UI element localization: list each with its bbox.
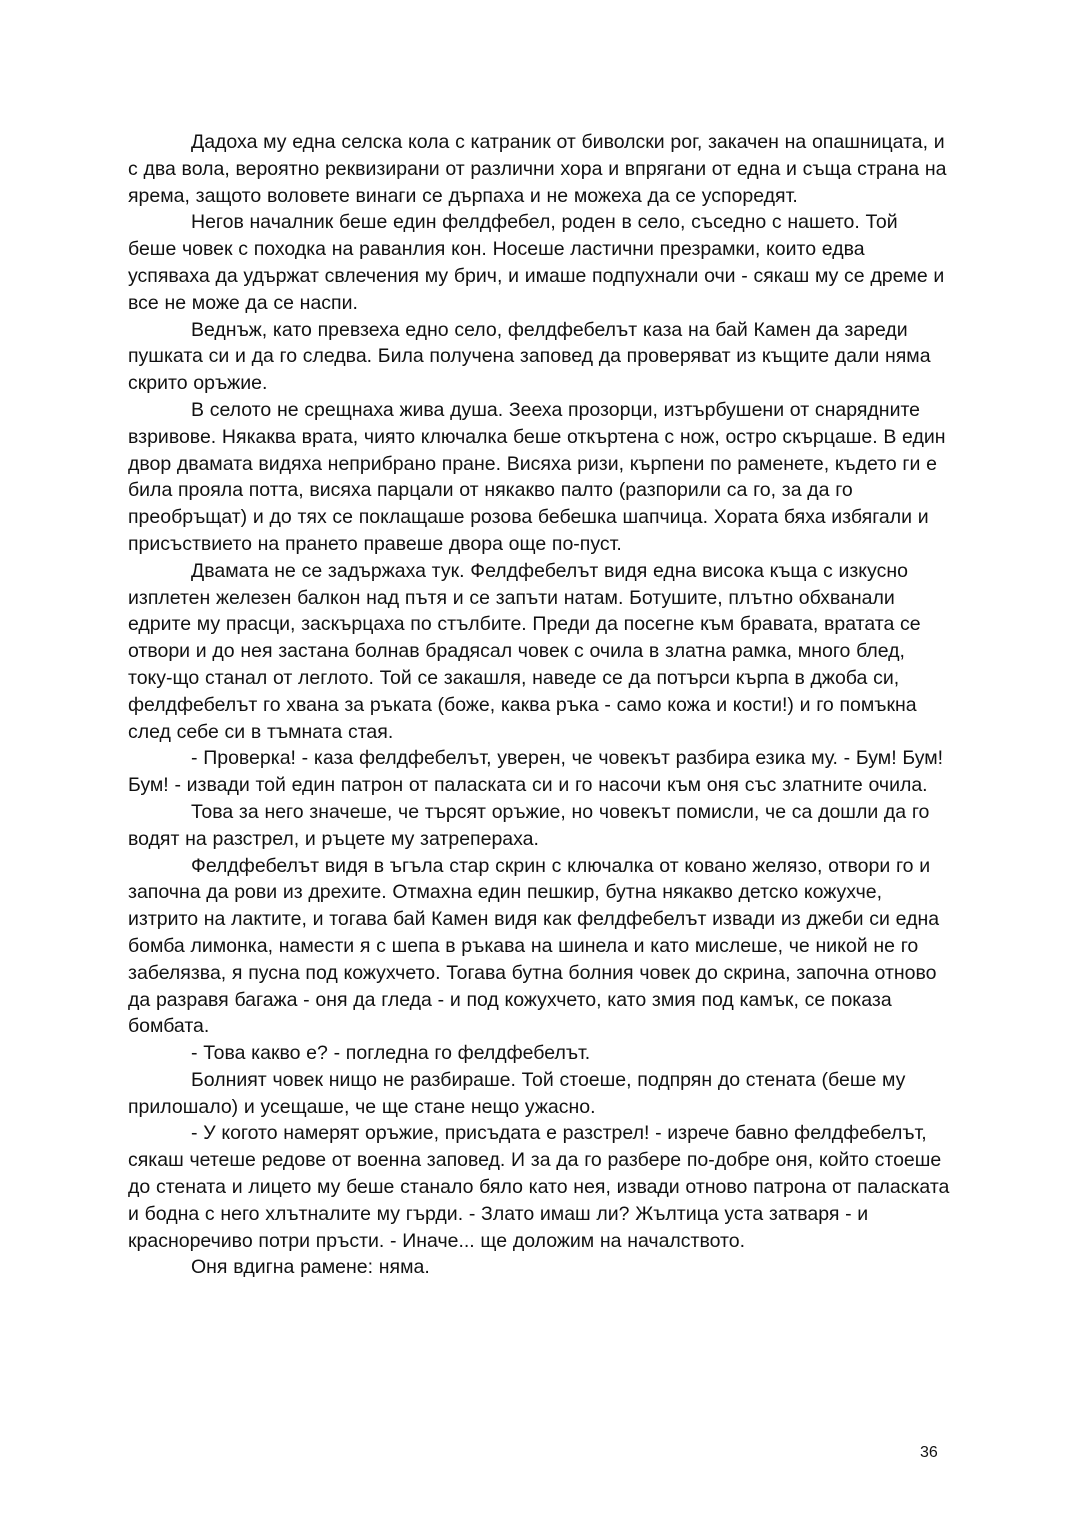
paragraph: Дадоха му една селска кола с катраник от биволски рог, закачен на опашницата, и с два вола, вероятно реквизирани от различни хора и впрягани от една и съща страна на ярема, защото воловете винаги се дърпаха и не можеха да се успоредят. [128, 131, 947, 207]
paragraph: Фелдфебелът видя в ъгъла стар скрин с ключалка от ковано желязо, отвори го и започна да рови из дрехите. Отмахна един пешкир, бутна някакво детско кожухче, изтрито на лактите, и тогава бай Камен видя как фелдфебелът извади из джеби си една бомба лимонка, намести я с шепа в ръкава на шинела и като мислеше, че никой не го забелязва, я пусна под кожухчето. Тогава бутна болния човек до скрина, започна отново да разравя багажа - оня да гледа - и под кожухчето, като змия под камък, се показа бомбата. [128, 854, 940, 1038]
page-number: 36 [920, 1444, 938, 1461]
paragraph: В селото не срещнаха жива душа. Зееха прозорци, изтърбушени от снарядните взривове. Някаква врата, чиято ключалка беше откъртена с нож, остро скърцаше. В един двор двамата видяха неприбрано пране. Висяха ризи, кърпени по раменете, където ги е била прояла потта, висяха парцали от някакво палто (разпорили са го, за да го преобръщат) и до тях се поклащаше розова бебешка шапчица. Хората бяха избягали и присъствието на прането правеше двора още по-пуст. [128, 398, 946, 555]
paragraph: Негов началник беше един фелдфебел, роден в село, съседно с нашето. Той беше човек с походка на раванлия кон. Носеше ластични презрамки, които едва успяваха да удържат свлечения му брич, и имаше подпухнали очи - сякаш му се дреме и все не може да се наспи. [128, 211, 945, 314]
paragraph: - Това какво е? - погледна го фелдфебелът. [191, 1042, 591, 1065]
paragraph: Оня вдигна рамене: няма. [191, 1256, 430, 1279]
paragraph: Болният човек нищо не разбираше. Той стоеше, подпрян до стената (беше му прилошало) и усещаше, че ще стане нещо ужасно. [128, 1068, 906, 1118]
body-text [128, 129, 950, 1281]
paragraph: - Проверка! - каза фелдфебелът, уверен, че човекът разбира езика му. - Бум! Бум! Бум! - извади той един патрон от паласката си и го насочи към оня със златните очила. [128, 747, 944, 797]
paragraph: - У когото намерят оръжие, присъдата е разстрел! - изрече бавно фелдфебелът, сякаш четеше редове от военна заповед. И за да го разбере по-добре оня, който стоеше до стената и лицето му беше станало бяло като нея, извади отново патрона от паласката и бодна с него хлътналите му гърди. - Злато имаш ли? Жълтица уста затваря - и красноречиво потри пръсти. - Иначе... ще доложим на началството. [128, 1122, 950, 1252]
paragraph: Двамата не се задържаха тук. Фелдфебелът видя една висока къща с изкусно изплетен железен балкон над пътя и се запъти натам. Ботушите, плътно обхванали едрите му прасци, заскърцаха по стълбите. Преди да посегне към бравата, вратата се отвори и до нея застана болнав брадясал човек с очила в златна рамка, много блед, току-що станал от леглото. Той се закашля, наведе се да потърси кърпа в джоба си, фелдфебелът го хвана за ръката (боже, каква ръка - само кожа и кости!) и го помъкна след себе си в тъмната стая. [128, 559, 921, 743]
paragraph: Веднъж, като превзеха едно село, фелдфебелът каза на бай Камен да зареди пушката си и да го следва. Била получена заповед да проверяват из къщите дали няма скрито оръжие. [128, 318, 931, 395]
paragraph: Това за него значеше, че търсят оръжие, но човекът помисли, че са дошли да го водят на разстрел, и ръцете му затреперaха. [128, 800, 930, 850]
